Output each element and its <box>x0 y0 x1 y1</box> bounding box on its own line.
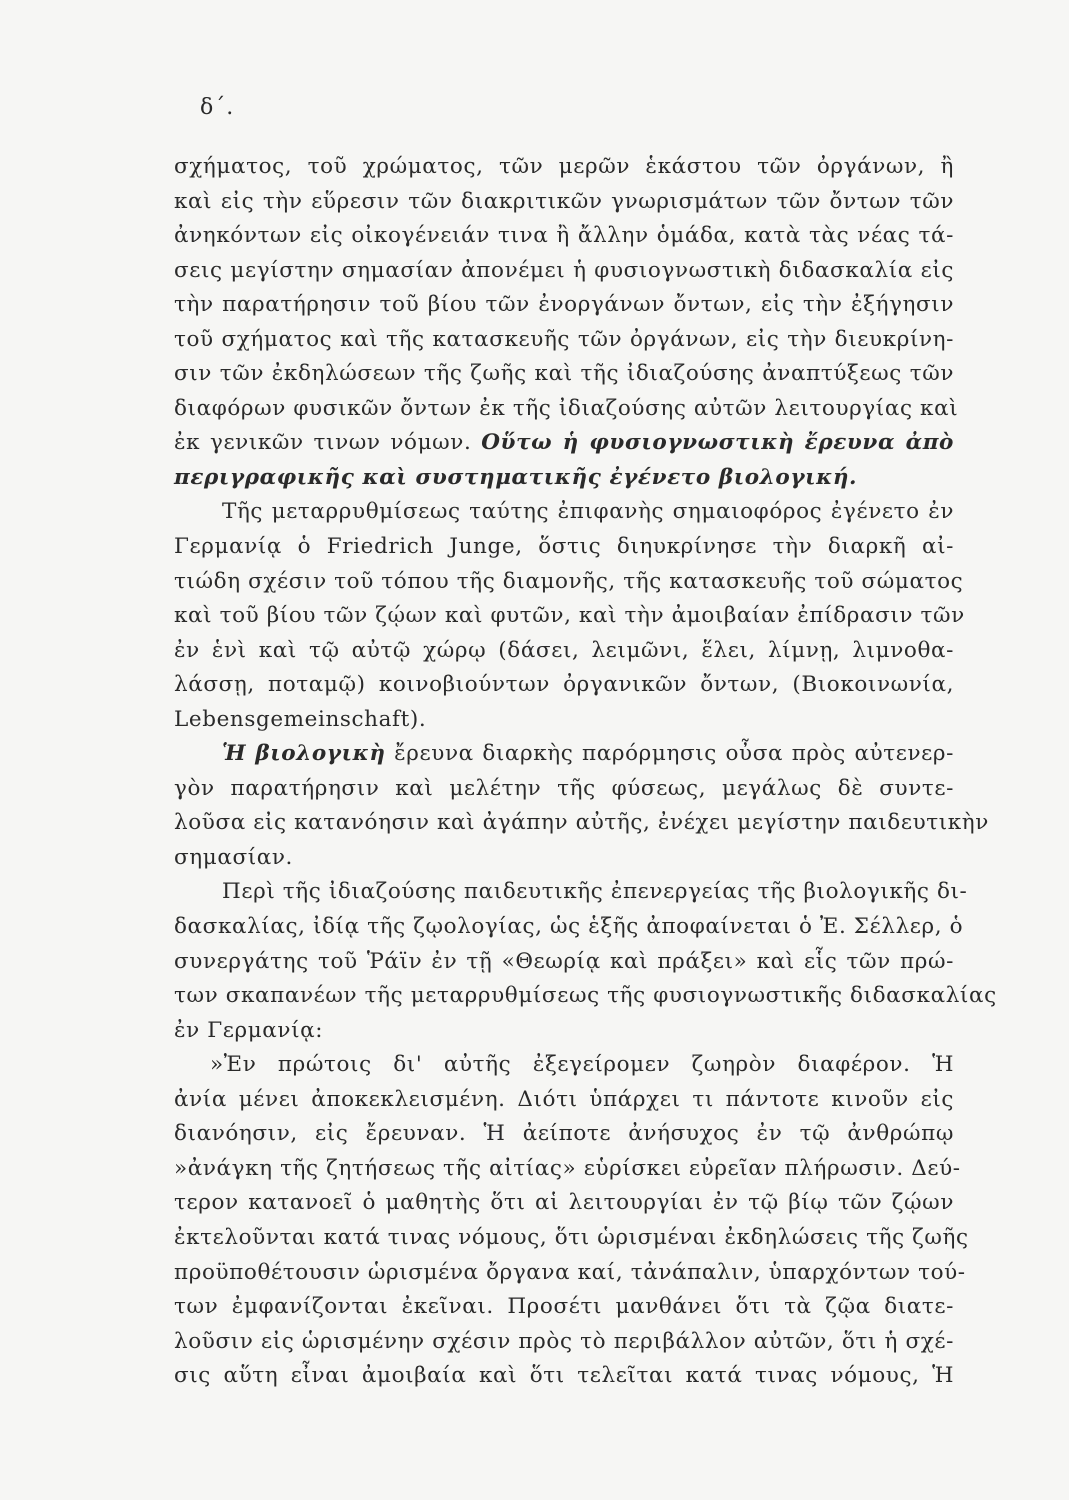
text-line <box>174 495 954 530</box>
line-text: των σκαπανέων τῆς μεταρρυθμίσεως τῆς φυσιογνωστικῆς διδασκαλίας <box>174 983 997 1009</box>
text-line <box>174 1048 954 1083</box>
line-text: ἀνηκόντων εἰς οἰκογένειάν τινα ἢ ἄλλην ὁμάδα, κατὰ τὰς νέας τά- <box>174 223 954 249</box>
line-text: ἐν Γερμανίᾳ: <box>174 1017 324 1043</box>
line-text: τερον κατανοεῖ ὁ μαθητὴς ὅτι αἱ λειτουργίαι ἐν τῷ βίῳ τῶν ζῴων <box>174 1190 954 1216</box>
line-text: ἐκτελοῦνται κατά τινας νόμους, ὅτι ὡρισμέναι ἐκδηλώσεις τῆς ζωῆς <box>174 1224 969 1250</box>
text-line <box>174 806 989 841</box>
text-line <box>174 1256 966 1291</box>
text-line <box>174 323 954 358</box>
line-text: Lebensgemeinschaft). <box>174 706 427 732</box>
line-text: »ἀνάγκη τῆς ζητήσεως τῆς αἰτίας» εὑρίσκει εὐρεῖαν πλήρωσιν. Δεύ- <box>174 1155 961 1181</box>
text-line <box>174 772 954 807</box>
line-text: τοῦ σχήματος καὶ τῆς κατασκευῆς τῶν ὀργάνων, εἰς τὴν διευκρίνη- <box>174 326 954 352</box>
line-text: »Ἐν πρώτοις δι' αὐτῆς ἐξεγείρομεν ζωηρὸν διαφέρον. Ἡ <box>210 1052 954 1078</box>
text-line <box>174 1117 954 1152</box>
line-text: προϋποθέτουσιν ὡρισμένα ὄργανα καί, τἀνάπαλιν, ὑπαρχόντων τού- <box>174 1259 966 1285</box>
line-text: καὶ τοῦ βίου τῶν ζῴων καὶ φυτῶν, καὶ τὴν ἀμοιβαίαν ἐπίδρασιν τῶν <box>174 603 965 629</box>
line-text: καὶ εἰς τὴν εὕρεσιν τῶν διακριτικῶν γνωρισμάτων τῶν ὄντων τῶν <box>174 188 954 214</box>
line-text: ἐν ἑνὶ καὶ τῷ αὐτῷ χώρῳ (δάσει, λειμῶνι, ἕλει, λίμνῃ, λιμνοθα- <box>174 637 954 663</box>
line-text: διαφόρων φυσικῶν ὄντων ἐκ τῆς ἰδιαζούσης αὐτῶν λειτουργίας καὶ <box>174 395 959 421</box>
line-text: λοῦσα εἰς κατανόησιν καὶ ἀγάπην αὐτῆς, ἐνέχει μεγίστην παιδευτικὴν <box>174 810 989 836</box>
line-text: Γερμανίᾳ ὁ Friedrich Junge, ὅστις διηυκρίνησε τὴν διαρκῆ αἰ- <box>174 534 954 560</box>
text-line <box>174 461 954 496</box>
line-text: Περὶ τῆς ἰδιαζούσης παιδευτικῆς ἐπενεργείας τῆς βιολογικῆς δι- <box>222 879 968 905</box>
emphasis-text: περιγραφικῆς καὶ συστηματικῆς ἐγένετο βιολογική. <box>174 464 858 490</box>
text-line <box>174 703 954 738</box>
text-line <box>174 1186 954 1221</box>
emphasis-text: Ἡ βιολογικὴ <box>222 741 386 767</box>
text-line <box>174 1359 954 1394</box>
text-line <box>174 254 954 289</box>
text-line <box>174 979 997 1014</box>
text-line <box>174 841 954 876</box>
line-text: ἀνία μένει ἀποκεκλεισμένη. Διότι ὑπάρχει τι πάντοτε κινοῦν εἰς <box>174 1086 954 1112</box>
line-text: σημασίαν. <box>174 844 293 870</box>
line-text: τὴν παρατήρησιν τοῦ βίου τῶν ἐνοργάνων ὄντων, εἰς τὴν ἐξήγησιν <box>174 292 954 318</box>
text-line <box>174 1290 954 1325</box>
line-text: διανόησιν, εἰς ἔρευναν. Ἡ ἀείποτε ἀνήσυχος ἐν τῷ ἀνθρώπῳ <box>174 1121 954 1147</box>
line-text: σιν τῶν ἐκδηλώσεων τῆς ζωῆς καὶ τῆς ἰδιαζούσης ἀναπτύξεως τῶν <box>174 361 954 387</box>
line-text: Τῆς μεταρρυθμίσεως ταύτης ἐπιφανὴς σημαιοφόρος ἐγένετο ἐν <box>222 499 954 525</box>
text-line <box>174 219 954 254</box>
line-text: σεις μεγίστην σημασίαν ἀπονέμει ἡ φυσιογνωστικὴ διδασκαλία εἰς <box>174 257 954 283</box>
text-line <box>174 288 954 323</box>
text-line <box>174 634 954 669</box>
text-line <box>174 945 954 980</box>
text-line <box>174 530 954 565</box>
line-text: συνεργάτης τοῦ Ῥάϊν ἐν τῇ «Θεωρίᾳ καὶ πράξει» καὶ εἷς τῶν πρώ- <box>174 948 954 974</box>
text-line <box>174 1325 954 1360</box>
text-line <box>174 1221 969 1256</box>
line-text: των ἐμφανίζονται ἐκεῖναι. Προσέτι μανθάνει ὅτι τὰ ζῷα διατε- <box>174 1294 954 1320</box>
text-line <box>174 1152 961 1187</box>
text-line <box>174 150 954 185</box>
line-text: ἔρευνα διαρκὴς παρόρμησις οὖσα πρὸς αὐτενερ- <box>385 741 954 767</box>
text-line <box>174 426 954 461</box>
text-line <box>174 668 954 703</box>
line-text: ἐκ γενικῶν τινων νόμων. <box>174 430 482 456</box>
text-line <box>174 1083 954 1118</box>
text-line <box>174 565 964 600</box>
line-text: σχήματος, τοῦ χρώματος, τῶν μερῶν ἑκάστου τῶν ὀργάνων, ἢ <box>174 154 954 179</box>
line-text: λοῦσιν εἰς ὡρισμένην σχέσιν πρὸς τὸ περιβάλλον αὐτῶν, ὅτι ἡ σχέ- <box>174 1328 954 1354</box>
line-text: γὸν παρατήρησιν καὶ μελέτην τῆς φύσεως, μεγάλως δὲ συντε- <box>174 775 954 801</box>
text-line <box>174 1014 954 1049</box>
text-line <box>174 599 965 634</box>
line-text: σις αὕτη εἶναι ἀμοιβαία καὶ ὅτι τελεῖται κατά τινας νόμους, Ἡ <box>174 1363 954 1389</box>
line-text: λάσσῃ, ποταμῷ) κοινοβιούντων ὀργανικῶν ὄντων, (Βιοκοινωνία, <box>174 672 954 698</box>
line-text: δασκαλίας, ἰδίᾳ τῆς ζῳολογίας, ὡς ἑξῆς ἀποφαίνεται ὁ Ἐ. Σέλλερ, ὁ <box>174 914 964 940</box>
text-line <box>174 910 964 945</box>
line-text: τιώδη σχέσιν τοῦ τόπου τῆς διαμονῆς, τῆς κατασκευῆς τοῦ σώματος <box>174 568 964 594</box>
page-number: δ΄. <box>200 95 235 120</box>
text-line <box>174 737 954 772</box>
text-line <box>174 875 968 910</box>
text-line <box>174 185 954 220</box>
emphasis-text: Οὕτω ἡ φυσιογνωστικὴ ἔρευνα ἀπὸ <box>481 430 954 456</box>
body-text <box>174 150 997 1394</box>
text-line <box>174 392 959 427</box>
text-line <box>174 357 954 392</box>
